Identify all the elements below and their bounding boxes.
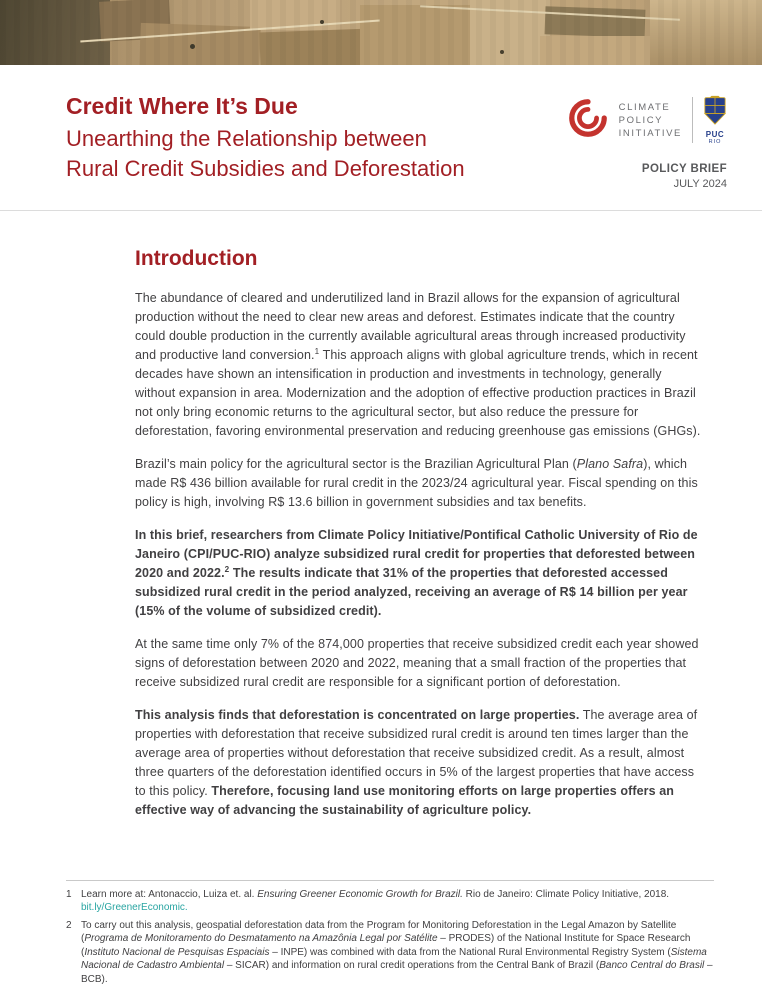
banner-field-patch bbox=[360, 5, 480, 65]
footnote-link[interactable]: bit.ly/GreenerEconomic. bbox=[81, 902, 188, 913]
cpi-wordmark-line: INITIATIVE bbox=[618, 127, 682, 139]
aerial-photo-banner bbox=[0, 0, 762, 65]
footnote-text: To carry out this analysis, geospatial deforestation data from the Program for Monitoring Deforestation in the Legal Amazon by Satellite (Programa de Monitoramento do Desmatamento na Amazônia Legal por Satélite – PRODES) of the National Institute for Space Research (Instituto Nacional de Pesquisas Espaciais – INPE) was combined with data from the National Rural Environmental Registry System (Sistema Nacional de Cadastro Ambiental – SICAR) and information on rural credit operations from the Central Bank of Brazil (Banco Central do Brasil – BCB). bbox=[81, 919, 713, 985]
footnotes-section bbox=[66, 880, 714, 991]
intro-paragraph-3: In this brief, researchers from Climate Policy Initiative/Pontifical Catholic University of Rio de Janeiro (CPI/PUC-RIO) analyze subsidized rural credit for properties that deforested between 2020 and 2022.$^2$ The results indicate that 31% of the properties that deforested accessed subsidized rural credit in the period analyzed, receiving an average of R$ 14 billion per year (15% of the volume of subsidized credit). bbox=[135, 527, 698, 618]
document-subtitle-line-1: Unearthing the Relationship between bbox=[66, 126, 427, 151]
puc-crest-icon bbox=[703, 95, 727, 129]
banner-tree-speck bbox=[500, 50, 504, 54]
header-right-block bbox=[567, 91, 727, 192]
puc-sublabel: RIO bbox=[708, 139, 722, 145]
intro-paragraph-5: This analysis finds that deforestation is concentrated on large properties. The average area of properties with deforestation that receive subsidized rural credit is around ten times larger than the average area of properties without deforestation that receive subsidized credit. As a result, almost three quarters of the deforestation identified occurs in 5% of the largest properties that have access to this policy. Therefore, focusing land use monitoring efforts on large properties offers an effective way of advancing the sustainability of agriculture policy. bbox=[135, 707, 698, 817]
logo-divider bbox=[692, 97, 693, 143]
banner-field-patch bbox=[259, 28, 400, 65]
doc-date: JULY 2024 bbox=[673, 177, 727, 190]
banner-tree-speck bbox=[320, 20, 324, 24]
banner-field-patch bbox=[139, 23, 260, 65]
cpi-wordmark-line: POLICY bbox=[618, 114, 664, 126]
cpi-wordmark bbox=[619, 101, 682, 140]
cpi-wordmark-line: CLIMATE bbox=[618, 101, 671, 113]
banner-field-patch bbox=[540, 36, 660, 65]
doc-meta bbox=[642, 162, 727, 192]
document-subtitle-line-2: Rural Credit Subsidies and Deforestation bbox=[66, 156, 465, 181]
banner-tree-speck bbox=[190, 44, 195, 49]
logo-row bbox=[567, 95, 727, 146]
puc-logo bbox=[703, 95, 727, 146]
puc-label: PUC bbox=[705, 130, 725, 139]
banner-field-patch bbox=[650, 0, 762, 65]
banner-field-patch bbox=[470, 0, 550, 65]
banner-field-patch bbox=[545, 6, 646, 37]
banner-field-patch bbox=[250, 0, 340, 30]
intro-paragraph-4: At the same time only 7% of the 874,000 properties that receive subsidized credit each year showed signs of deforestation between 2020 and 2022, meaning that a small fraction of the properties that receive subsidized rural credit are responsible for a significant portion of deforestation. bbox=[135, 636, 699, 689]
banner-field-patch bbox=[0, 0, 110, 65]
cpi-swirl-logo-icon bbox=[567, 97, 609, 144]
banner-road bbox=[420, 5, 680, 21]
intro-paragraph-1: The abundance of cleared and underutilized land in Brazil allows for the expansion of agricultural production without the need to clear new areas and deforest. Estimates indicate that the country could double production in the currently available agricultural areas through increased productivity and productive land conversion.$^1$ This approach aligns with global agriculture trends, which in recent decades have shown an intensification in production and investments in technology, generally without expansion in area. Modernization and the adoption of effective production practices in Brazil not only bring economic returns to the agricultural sector, but also reduce the pressure for deforestation, favoring environmental preservation and reducing greenhouse gas emissions (GHGs). bbox=[135, 290, 701, 438]
doc-type: POLICY BRIEF bbox=[641, 162, 727, 175]
main-content bbox=[135, 247, 701, 834]
banner-field-patch bbox=[99, 0, 171, 42]
banner-road bbox=[80, 20, 379, 43]
section-heading-introduction: Introduction bbox=[135, 246, 258, 270]
intro-paragraph-2: Brazil’s main policy for the agricultural sector is the Brazilian Agricultural Plan (Plano Safra), which made R$ 436 billion available for rural credit in the 2023/24 agricultural year. Fiscal spending on this policy is high, involving R$ 13.6 billion in government subsidies and tax benefits. bbox=[135, 456, 698, 509]
footnote-1 bbox=[66, 888, 714, 915]
document-header bbox=[0, 65, 762, 211]
footnote-2 bbox=[66, 919, 714, 987]
title-block bbox=[66, 91, 465, 184]
footnote-number: 1 bbox=[66, 888, 72, 900]
document-title: Credit Where It’s Due bbox=[66, 93, 298, 119]
footnote-number: 2 bbox=[66, 919, 72, 931]
footnote-text: Learn more at: Antonaccio, Luiza et. al. Ensuring Greener Economic Growth for Brazil. Rio de Janeiro: Climate Policy Initiative, 2018. bit.ly/GreenerEconomic. bbox=[81, 888, 670, 913]
